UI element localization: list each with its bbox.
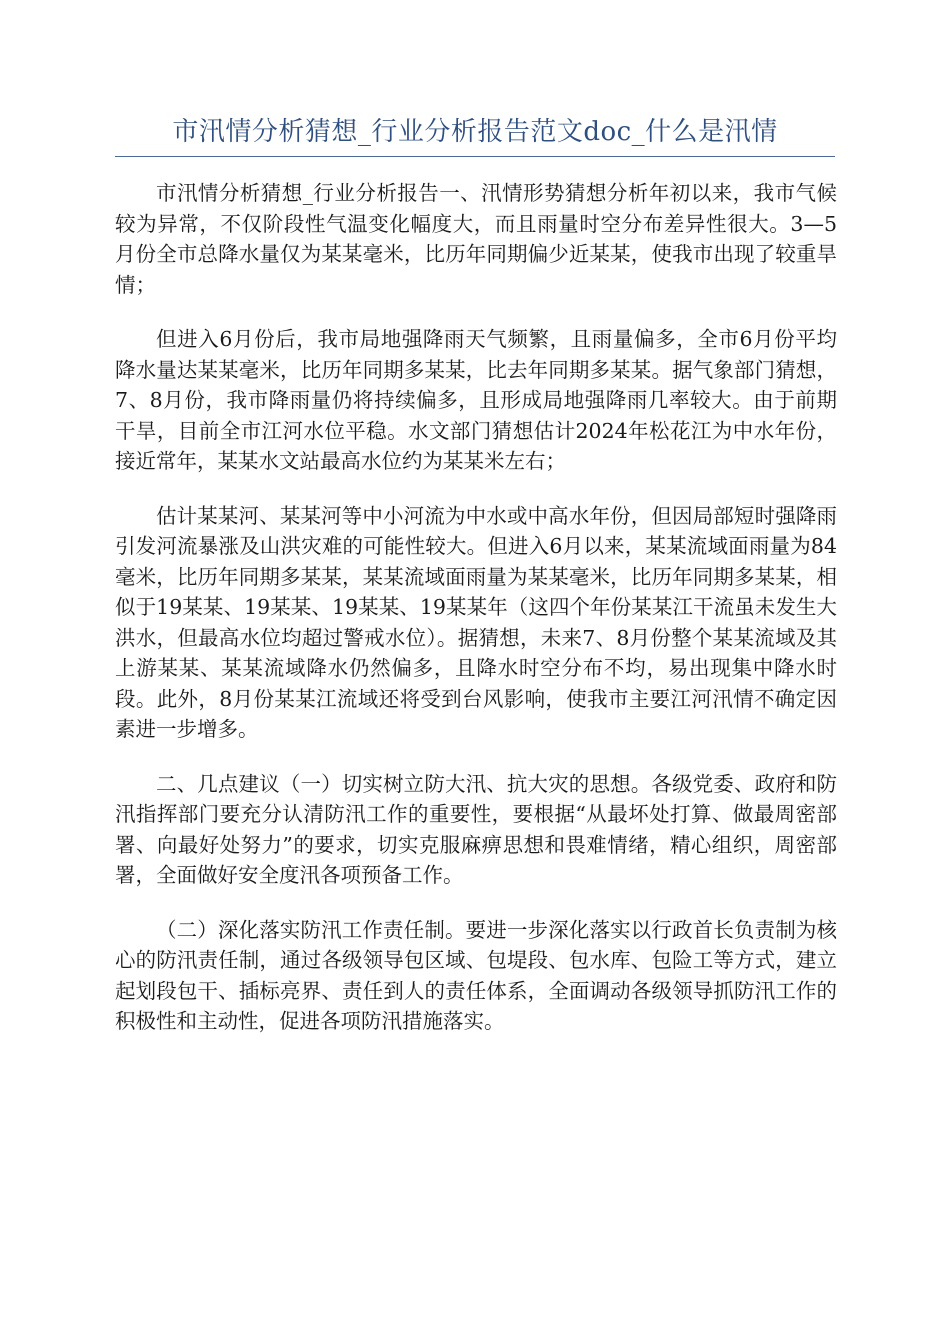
document-body xyxy=(115,178,837,1061)
document-title: 市汛情分析猜想_行业分析报告范文doc_什么是汛情 xyxy=(172,117,778,147)
paragraph-1: 市汛情分析猜想_行业分析报告一、汛情形势猜想分析年初以来，我市气候较为异常，不仅阶段性气温变化幅度大，而且雨量时空分布差异性很大。3—5月份全市总降水量仅为某某毫米，比历年同期偏少近某某，使我市出现了较重旱情； xyxy=(115,181,837,297)
paragraph-4: 二、几点建议（一）切实树立防大汛、抗大灾的思想。各级党委、政府和防汛指挥部门要充分认清防汛工作的重要性，要根据“从最坏处打算、做最周密部署、向最好处努力”的要求，切实克服麻痹思想和畏难情绪，精心组织，周密部署，全面做好安全度汛各项预备工作。 xyxy=(115,771,837,887)
title-block xyxy=(115,112,835,157)
paragraph-5: （二）深化落实防汛工作责任制。要进一步深化落实以行政首长负责制为核心的防汛责任制，通过各级领导包区域、包堤段、包水库、包险工等方式，建立起划段包干、插标亮界、责任到人的责任体系，全面调动各级领导抓防汛工作的积极性和主动性，促进各项防汛措施落实。 xyxy=(115,917,837,1033)
paragraph-2: 但进入6月份后，我市局地强降雨天气频繁，且雨量偏多，全市6月份平均降水量达某某毫米，比历年同期多某某，比去年同期多某某。据气象部门猜想，7、8月份，我市降雨量仍将持续偏多，且形成局地强降雨几率较大。由于前期干旱，目前全市江河水位平稳。水文部门猜想估计2024年松花江为中水年份，接近常年，某某水文站最高水位约为某某米左右； xyxy=(115,327,837,473)
paragraph-3: 估计某某河、某某河等中小河流为中水或中高水年份，但因局部短时强降雨引发河流暴涨及山洪灾难的可能性较大。但进入6月以来，某某流域面雨量为84毫米，比历年同期多某某，某某流域面雨量为某某毫米，比历年同期多某某，相似于19某某、19某某、19某某、19某某年（这四个年份某某江干流虽未发生大洪水，但最高水位均超过警戒水位）。据猜想，未来7、8月份整个某某流域及其上游某某、某某流域降水仍然偏多，且降水时空分布不均，易出现集中降水时段。此外，8月份某某江流域还将受到台风影响，使我市主要江河汛情不确定因素进一步增多。 xyxy=(115,503,837,741)
